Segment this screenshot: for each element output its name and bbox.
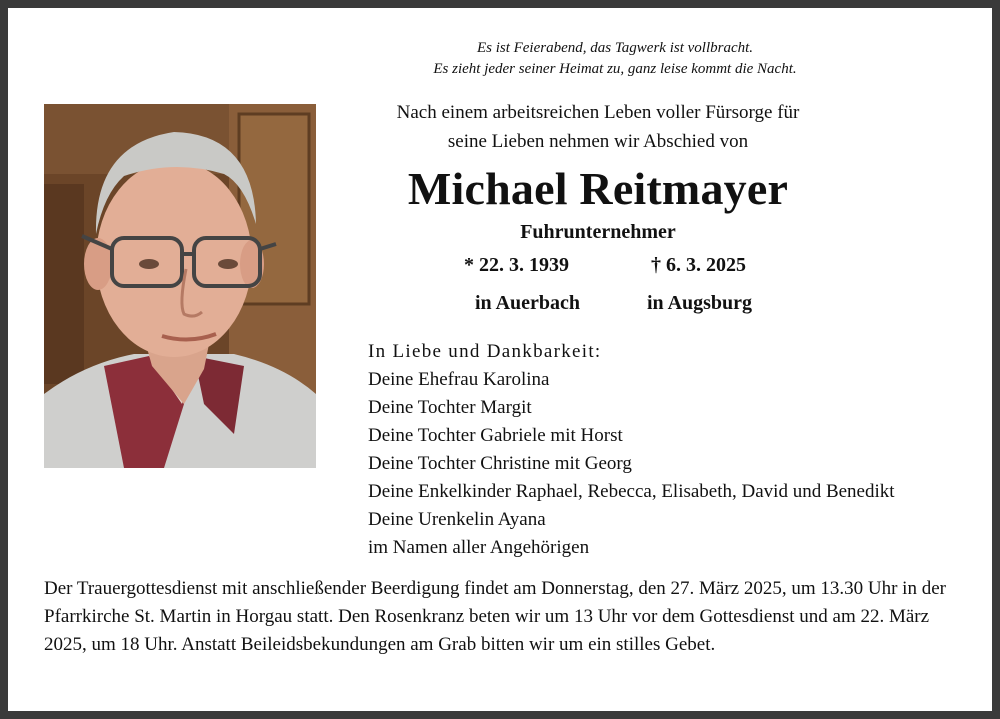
mourners-list xyxy=(368,338,895,562)
mourners-heading: In Liebe und Dankbarkeit: xyxy=(368,341,602,362)
intro-line-1: Nach einem arbeitsreichen Leben voller Fürsorge für xyxy=(396,102,800,123)
deceased-profession: Fuhrunternehmer xyxy=(520,221,676,243)
birth-place: in Auerbach xyxy=(475,292,581,314)
mourner-line: im Namen aller Angehörigen xyxy=(368,537,590,558)
birth-date: * 22. 3. 1939 xyxy=(464,254,569,276)
poem-line-2: Es zieht jeder seiner Heimat zu, ganz leise kommt die Nacht. xyxy=(433,61,797,77)
portrait-illustration xyxy=(44,104,316,468)
mourner-line: Deine Tochter Gabriele mit Horst xyxy=(368,425,623,446)
mourner-line: Deine Tochter Margit xyxy=(368,397,532,418)
death-date: † 6. 3. 2025 xyxy=(651,254,746,276)
service-announcement: Der Trauergottesdienst mit anschließender Beerdigung findet am Donnerstag, den 27. März 2025, um 13.30 Uhr in der Pfarrkirche St. Martin in Horgau statt. Den Rosenkranz beten wir um 13 Uhr vor dem Gottesdienst und am 22. März 2025, um 18 Uhr. Anstatt Beileidsbekundungen am Grab bitten wir um ein stilles Gebet. xyxy=(44,578,946,655)
portrait-photo xyxy=(44,104,316,468)
obituary-card xyxy=(8,8,992,711)
deceased-name: Michael Reitmayer xyxy=(407,163,789,214)
mourner-line: Deine Urenkelin Ayana xyxy=(368,509,546,530)
mourner-line: Deine Ehefrau Karolina xyxy=(368,369,550,390)
intro-text xyxy=(338,98,858,156)
poem-line-1: Es ist Feierabend, das Tagwerk ist vollbracht. xyxy=(476,40,754,56)
mourner-line: Deine Enkelkinder Raphael, Rebecca, Elisabeth, David und Benedikt xyxy=(368,481,895,502)
intro-line-2: seine Lieben nehmen wir Abschied von xyxy=(447,131,749,152)
poem xyxy=(8,38,992,80)
mourner-line: Deine Tochter Christine mit Georg xyxy=(368,453,632,474)
death-place: in Augsburg xyxy=(647,292,753,314)
